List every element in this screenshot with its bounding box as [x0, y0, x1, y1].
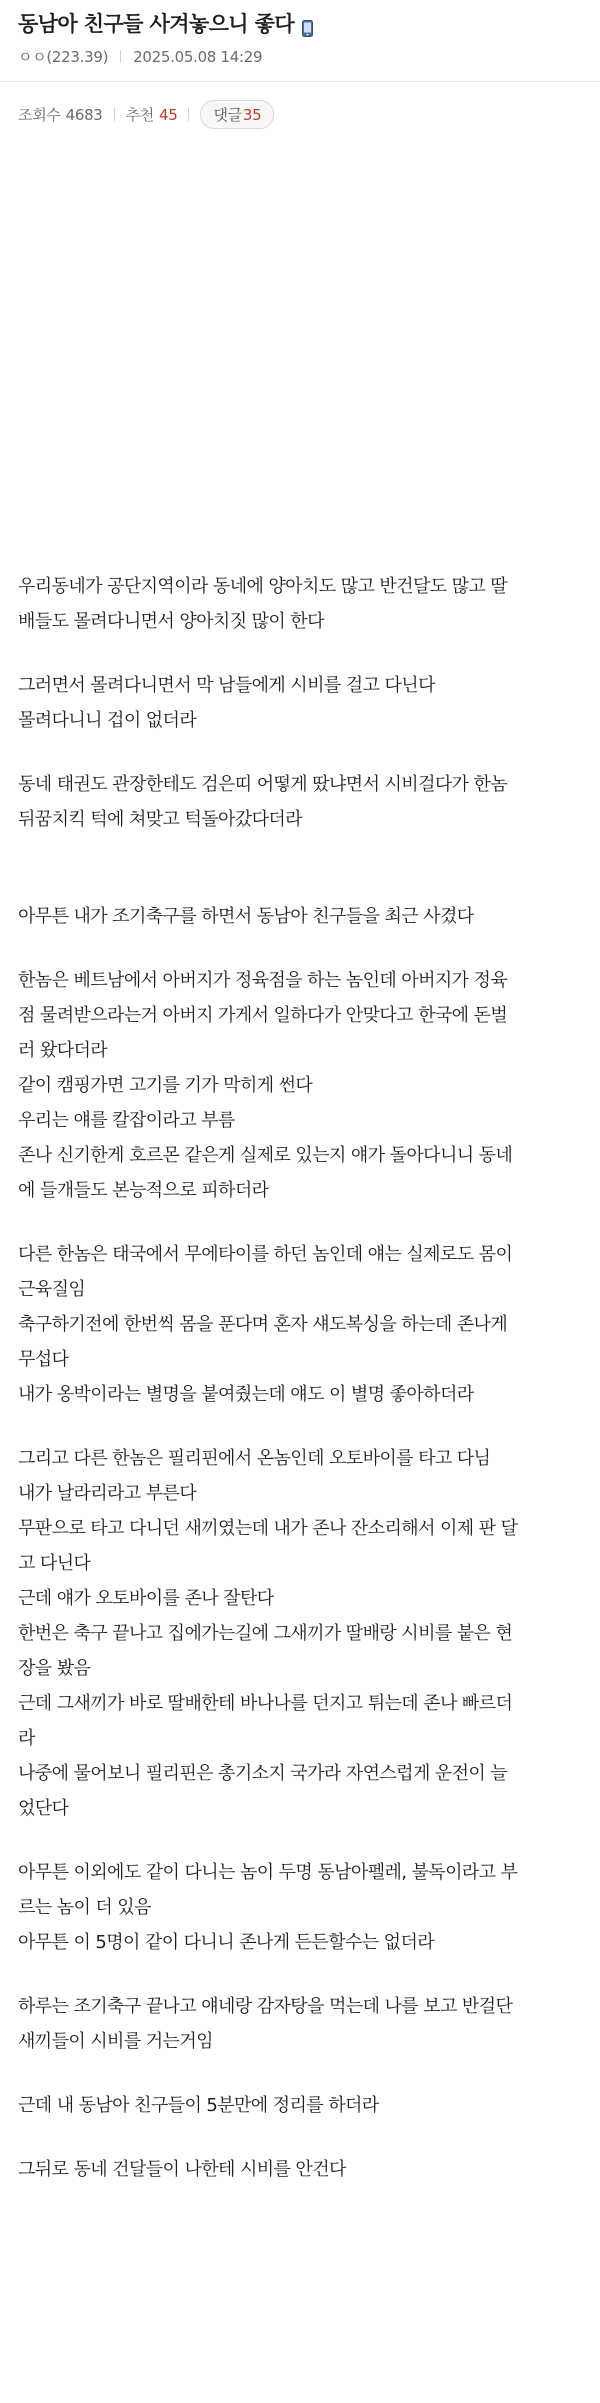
views-label: 조회수 [18, 106, 61, 124]
post-body [0, 569, 600, 2187]
body-line: 뒤꿈치킥 턱에 쳐맞고 턱돌아갔다더라 [18, 809, 302, 830]
recommend-label: 추천 [125, 106, 154, 124]
body-line: 그러면서 몰려다니면서 막 남들에게 시비를 걸고 다닌다 [18, 675, 435, 696]
body-line: 몰려다니니 겁이 없더라 [18, 710, 197, 731]
body-line: 근데 내 동남아 친구들이 5분만에 정리를 하더라 [18, 2095, 379, 2116]
body-line: 그뒤로 동네 건달들이 나한테 시비를 안건다 [18, 2159, 346, 2180]
body-line: 러 왔다더라 [18, 1040, 108, 1061]
author-name[interactable]: ㅇㅇ(223.39) [18, 48, 109, 66]
body-line: 새끼들이 시비를 거는거임 [18, 2031, 213, 2052]
body-line: 아무튼 내가 조기축구를 하면서 동남아 친구들을 최근 사겼다 [18, 906, 474, 927]
stats-divider [114, 108, 115, 121]
body-line: 무섭다 [18, 1349, 69, 1370]
comments-button[interactable] [200, 100, 274, 129]
body-line: 축구하기전에 한번씩 몸을 푼다며 혼자 섀도복싱을 하는데 존나게 [18, 1314, 508, 1335]
body-line: 존나 신기한게 호르몬 같은게 실제로 있는지 얘가 돌아다니니 동네 [18, 1145, 513, 1166]
body-line: 내가 날라리라고 부른다 [18, 1483, 197, 1504]
post-datetime: 2025.05.08 14:29 [133, 47, 263, 66]
body-line: 그리고 다른 한놈은 필리핀에서 온놈인데 오토바이를 타고 다님 [18, 1448, 491, 1469]
body-line: 우리동네가 공단지역이라 동네에 양아치도 많고 반건달도 많고 딸 [18, 576, 508, 597]
body-line: 점 물려받으라는거 아버지 가게서 일하다가 안맞다고 한국에 돈벌 [18, 1005, 508, 1026]
post-header [0, 0, 600, 67]
mobile-phone-icon [302, 16, 313, 33]
body-line: 근데 그새끼가 바로 딸배한테 바나나를 던지고 튀는데 존나 빠르더 [18, 1693, 513, 1714]
body-line: 한놈은 베트남에서 아버지가 정육점을 하는 놈인데 아버지가 정육 [18, 970, 508, 991]
comments-label: 댓글 [213, 106, 242, 124]
body-line: 내가 옹박이라는 별명을 붙여줬는데 얘도 이 별명 좋아하더라 [18, 1384, 474, 1405]
post-stats [0, 82, 600, 129]
body-line: 근육질임 [18, 1279, 86, 1300]
recommend-count: 45 [158, 105, 178, 124]
body-line: 배들도 몰려다니면서 양아치짓 많이 한다 [18, 611, 324, 632]
body-line: 동네 태권도 관장한테도 검은띠 어떻게 땄냐면서 시비걸다가 한놈 [18, 774, 508, 795]
post-title-row [18, 10, 582, 38]
body-line: 라 [18, 1728, 35, 1749]
body-line: 우리는 얘를 칼잡이라고 부름 [18, 1110, 235, 1131]
post-title: 동남아 친구들 사겨놓으니 좋다 [18, 12, 295, 36]
body-line: 장을 봤음 [18, 1658, 91, 1679]
stats-divider [188, 108, 189, 121]
body-line: 다른 한놈은 태국에서 무에타이를 하던 놈인데 얘는 실제로도 몸이 [18, 1244, 513, 1265]
body-line: 었단다 [18, 1798, 69, 1819]
body-line: 한번은 축구 끝나고 집에가는길에 그새끼가 딸배랑 시비를 붙은 현 [18, 1623, 513, 1644]
body-line: 르는 놈이 더 있음 [18, 1897, 151, 1918]
body-line: 같이 캠핑가면 고기를 기가 막히게 썬다 [18, 1075, 313, 1096]
meta-divider [120, 50, 121, 63]
body-line: 하루는 조기축구 끝나고 얘네랑 감자탕을 먹는데 나를 보고 반걸단 [18, 1996, 513, 2017]
post-meta [18, 46, 582, 67]
body-line: 고 다닌다 [18, 1553, 91, 1574]
body-line: 아무튼 이 5명이 같이 다니니 존나게 든든할수는 없더라 [18, 1932, 435, 1953]
body-line: 무판으로 타고 다니던 새끼였는데 내가 존나 잔소리해서 이제 판 달 [18, 1518, 518, 1539]
comments-count: 35 [242, 105, 262, 124]
views-count: 4683 [65, 105, 103, 124]
body-line: 나중에 물어보니 필리핀은 총기소지 국가라 자연스럽게 운전이 늘 [18, 1763, 508, 1784]
body-line: 근데 얘가 오토바이를 존나 잘탄다 [18, 1588, 274, 1609]
post-image-placeholder [0, 129, 600, 569]
body-line: 에 들개들도 본능적으로 피하더라 [18, 1180, 269, 1201]
body-line: 아무튼 이외에도 같이 다니는 놈이 두명 동남아펠레, 불독이라고 부 [18, 1862, 518, 1883]
